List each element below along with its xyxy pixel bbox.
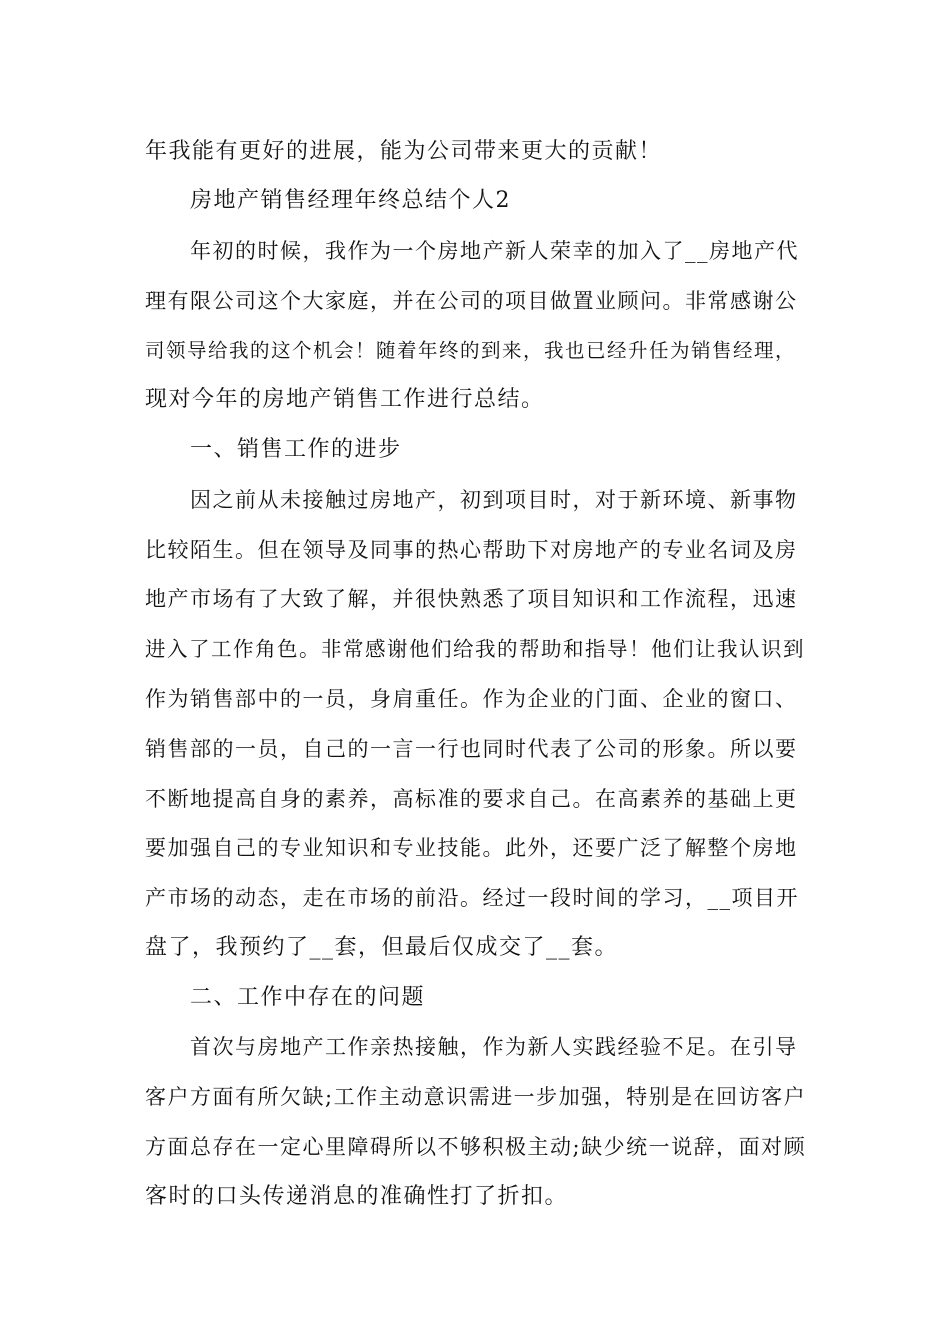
paragraph-line: 要加强自己的专业知识和专业技能。此外，还要广泛了解整个房地 <box>145 836 798 860</box>
paragraph-line: 比较陌生。但在领导及同事的热心帮助下对房地产的专业名词及房 <box>145 538 798 562</box>
paragraph-line: 现对今年的房地产销售工作进行总结。 <box>145 387 545 412</box>
paragraph-line: 司领导给我的这个机会！随着年终的到来，我也已经升任为销售经理， <box>145 339 797 362</box>
section-heading: 一、销售工作的进步 <box>190 437 402 462</box>
paragraph-line: 进入了工作角色。非常感谢他们给我的帮助和指导！他们让我认识到 <box>145 637 805 661</box>
paragraph-line: 方面总存在一定心里障碍所以不够积极主动;缺少统一说辞，面对顾 <box>145 1135 807 1159</box>
paragraph-line: 首次与房地产工作亲热接触，作为新人实践经验不足。在引导 <box>190 1035 798 1059</box>
section-title: 房地产销售经理年终总结个人2 <box>190 188 511 213</box>
paragraph-line: 客户方面有所欠缺;工作主动意识需进一步加强，特别是在回访客户 <box>145 1085 807 1109</box>
paragraph-line: 地产市场有了大致了解，并很快熟悉了项目知识和工作流程，迅速 <box>145 587 798 611</box>
paragraph-line: 年我能有更好的进展，能为公司带来更大的贡献！ <box>145 139 663 164</box>
section-heading: 二、工作中存在的问题 <box>190 985 426 1010</box>
paragraph-line: 作为销售部中的一员，身肩重任。作为企业的门面、企业的窗口、 <box>145 687 798 711</box>
paragraph-line: 理有限公司这个大家庭，并在公司的项目做置业顾问。非常感谢公 <box>145 289 798 313</box>
paragraph-line: 客时的口头传递消息的准确性打了折扣。 <box>145 1184 569 1209</box>
paragraph-line: 盘了，我预约了__套，但最后仅成交了__套。 <box>145 935 619 960</box>
paragraph-line: 产市场的动态，走在市场的前沿。经过一段时间的学习，__项目开 <box>145 886 799 910</box>
paragraph-line: 因之前从未接触过房地产，初到项目时，对于新环境、新事物 <box>190 488 798 512</box>
paragraph-line: 年初的时候，我作为一个房地产新人荣幸的加入了__房地产代 <box>190 239 799 263</box>
paragraph-line: 销售部的一员，自己的一言一行也同时代表了公司的形象。所以要 <box>145 737 798 761</box>
paragraph-line: 不断地提高自身的素养，高标准的要求自己。在高素养的基础上更 <box>145 787 798 811</box>
